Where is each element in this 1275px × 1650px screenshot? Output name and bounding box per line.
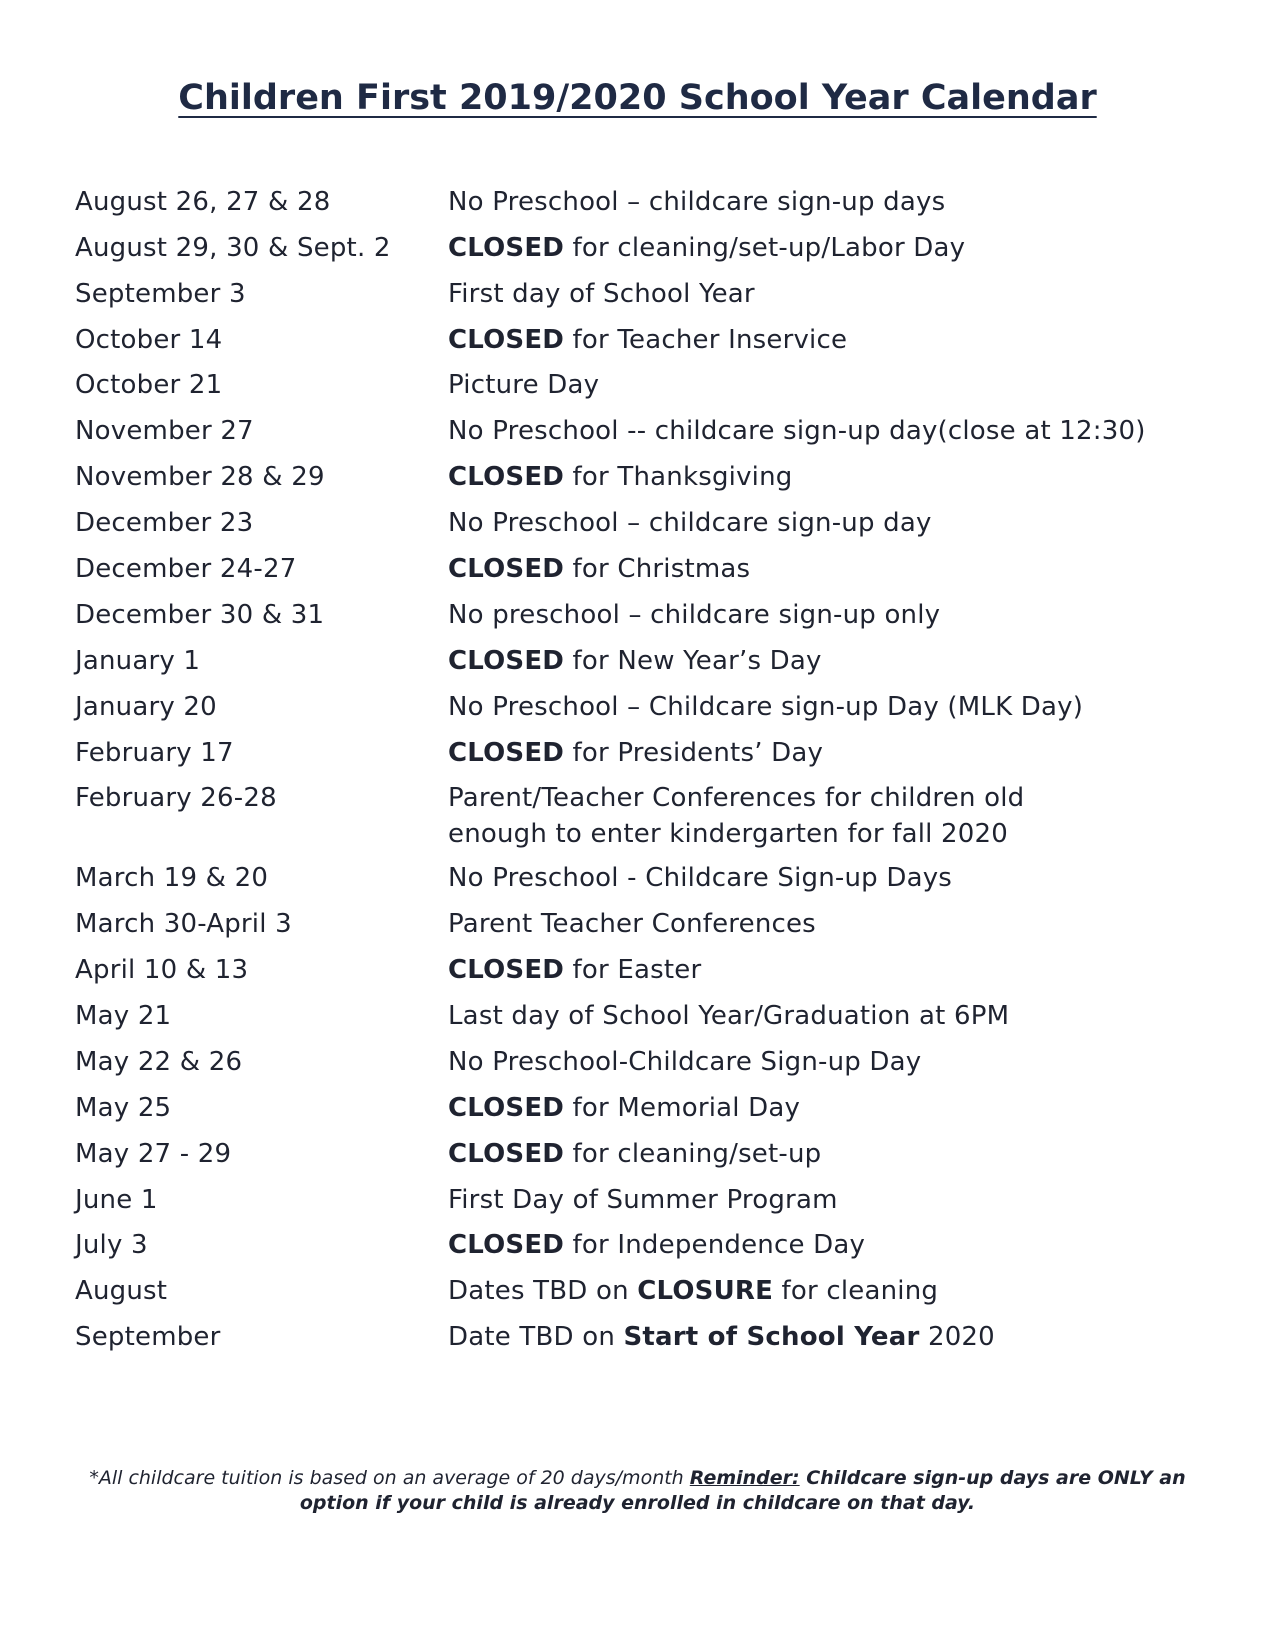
event-description	[448, 1319, 1208, 1355]
event-date: August	[75, 1276, 168, 1306]
event-description	[448, 367, 1208, 403]
event-description	[448, 505, 1208, 541]
event-date: May 21	[75, 1001, 172, 1031]
event-description	[448, 413, 1208, 449]
event-date: May 22 & 26	[75, 1047, 243, 1077]
event-description	[448, 597, 1208, 633]
event-date: February 26-28	[75, 783, 277, 813]
event-description	[448, 1227, 1208, 1263]
event-date: September	[75, 1322, 221, 1352]
event-description-text: No Preschool -- childcare sign-up day(close at 12:30)	[448, 416, 1146, 446]
event-description	[448, 1136, 1208, 1172]
footnote-reminder-text: Childcare sign-up days are ONLY an option if your child is already enrolled in childcare on that day.	[299, 1467, 1186, 1514]
page-title-text: Children First 2019/2020 School Year Calendar	[178, 78, 1097, 118]
event-description-text: No Preschool-Childcare Sign-up Day	[448, 1047, 922, 1077]
event-date: November 28 & 29	[75, 462, 325, 492]
event-description	[448, 860, 1208, 896]
footnote-tuition-note: *All childcare tuition is based on an average of 20 days/month	[89, 1467, 690, 1489]
event-description-text: for Memorial Day	[564, 1093, 801, 1123]
event-date: March 30-April 3	[75, 909, 292, 939]
event-date: January 20	[75, 692, 217, 722]
event-status-emphasis: CLOSED	[448, 646, 565, 676]
event-description-text: for Independence Day	[564, 1230, 866, 1260]
event-date: July 3	[75, 1230, 148, 1260]
event-description-text: First Day of Summer Program	[448, 1185, 838, 1215]
event-date: April 10 & 13	[75, 955, 249, 985]
event-description-text: No Preschool - Childcare Sign-up Days	[448, 863, 953, 893]
event-status-emphasis: CLOSED	[448, 955, 565, 985]
event-description	[448, 230, 1208, 266]
event-description	[448, 459, 1208, 495]
event-description	[448, 735, 1208, 771]
footnote	[60, 1466, 1215, 1516]
event-date: December 24-27	[75, 554, 297, 584]
event-description	[448, 1182, 1208, 1218]
event-date: May 27 - 29	[75, 1139, 232, 1169]
event-date: November 27	[75, 416, 254, 446]
event-date: June 1	[75, 1185, 158, 1215]
event-description-text: 2020	[919, 1322, 995, 1352]
event-date: February 17	[75, 738, 234, 768]
event-description-text: First day of School Year	[448, 279, 755, 309]
event-date: January 1	[75, 646, 201, 676]
event-date: December 23	[75, 508, 254, 538]
footnote-reminder-label: Reminder:	[689, 1467, 800, 1489]
event-description	[448, 998, 1208, 1034]
event-description-text: for New Year’s Day	[564, 646, 822, 676]
event-description-text: No Preschool – childcare sign-up day	[448, 508, 932, 538]
event-description	[448, 780, 1108, 852]
event-description-prefix: Date TBD on	[448, 1322, 624, 1352]
event-status-emphasis: CLOSED	[448, 462, 565, 492]
event-description-text: for Teacher Inservice	[564, 325, 848, 355]
event-description	[448, 643, 1208, 679]
event-status-emphasis: CLOSED	[448, 325, 565, 355]
event-status-emphasis: CLOSED	[448, 1230, 565, 1260]
event-description-text: No Preschool – childcare sign-up days	[448, 187, 946, 217]
event-status-emphasis: CLOSED	[448, 554, 565, 584]
event-description-text: for Christmas	[564, 554, 751, 584]
event-description	[448, 184, 1208, 220]
event-status-emphasis: CLOSED	[448, 1093, 565, 1123]
event-description-text: for Thanksgiving	[564, 462, 793, 492]
event-status-emphasis: CLOSURE	[637, 1276, 774, 1306]
event-date: December 30 & 31	[75, 600, 325, 630]
event-description	[448, 906, 1208, 942]
event-date: August 29, 30 & Sept. 2	[75, 233, 391, 263]
event-description	[448, 689, 1208, 725]
event-description	[448, 1273, 1208, 1309]
event-description-text: No preschool – childcare sign-up only	[448, 600, 941, 630]
event-status-emphasis: CLOSED	[448, 233, 565, 263]
event-description-text: for cleaning/set-up/Labor Day	[564, 233, 966, 263]
event-date: October 14	[75, 325, 223, 355]
event-status-emphasis: Start of School Year	[623, 1322, 920, 1352]
event-date: March 19 & 20	[75, 863, 269, 893]
event-description	[448, 551, 1208, 587]
event-description	[448, 322, 1208, 358]
event-description-text: for Presidents’ Day	[564, 738, 824, 768]
event-description-text: Picture Day	[448, 370, 600, 400]
event-description	[448, 1044, 1208, 1080]
event-status-emphasis: CLOSED	[448, 1139, 565, 1169]
event-description-text: Parent Teacher Conferences	[448, 909, 816, 939]
event-date: May 25	[75, 1093, 172, 1123]
event-description	[448, 276, 1208, 312]
event-description-text: Parent/Teacher Conferences for children old enough to enter kindergarten for fall 2020	[448, 783, 1025, 849]
event-description	[448, 1090, 1208, 1126]
event-description-text: No Preschool – Childcare sign-up Day (MLK Day)	[448, 692, 1084, 722]
page-title	[0, 78, 1275, 118]
event-date: August 26, 27 & 28	[75, 187, 331, 217]
event-status-emphasis: CLOSED	[448, 738, 565, 768]
event-description-text: Last day of School Year/Graduation at 6PM	[448, 1001, 1010, 1031]
event-description-text: for cleaning/set-up	[564, 1139, 822, 1169]
event-description-text: for cleaning	[773, 1276, 939, 1306]
event-description	[448, 952, 1208, 988]
event-date: September 3	[75, 279, 246, 309]
event-description-prefix: Dates TBD on	[448, 1276, 638, 1306]
event-description-text: for Easter	[564, 955, 702, 985]
event-date: October 21	[75, 370, 223, 400]
